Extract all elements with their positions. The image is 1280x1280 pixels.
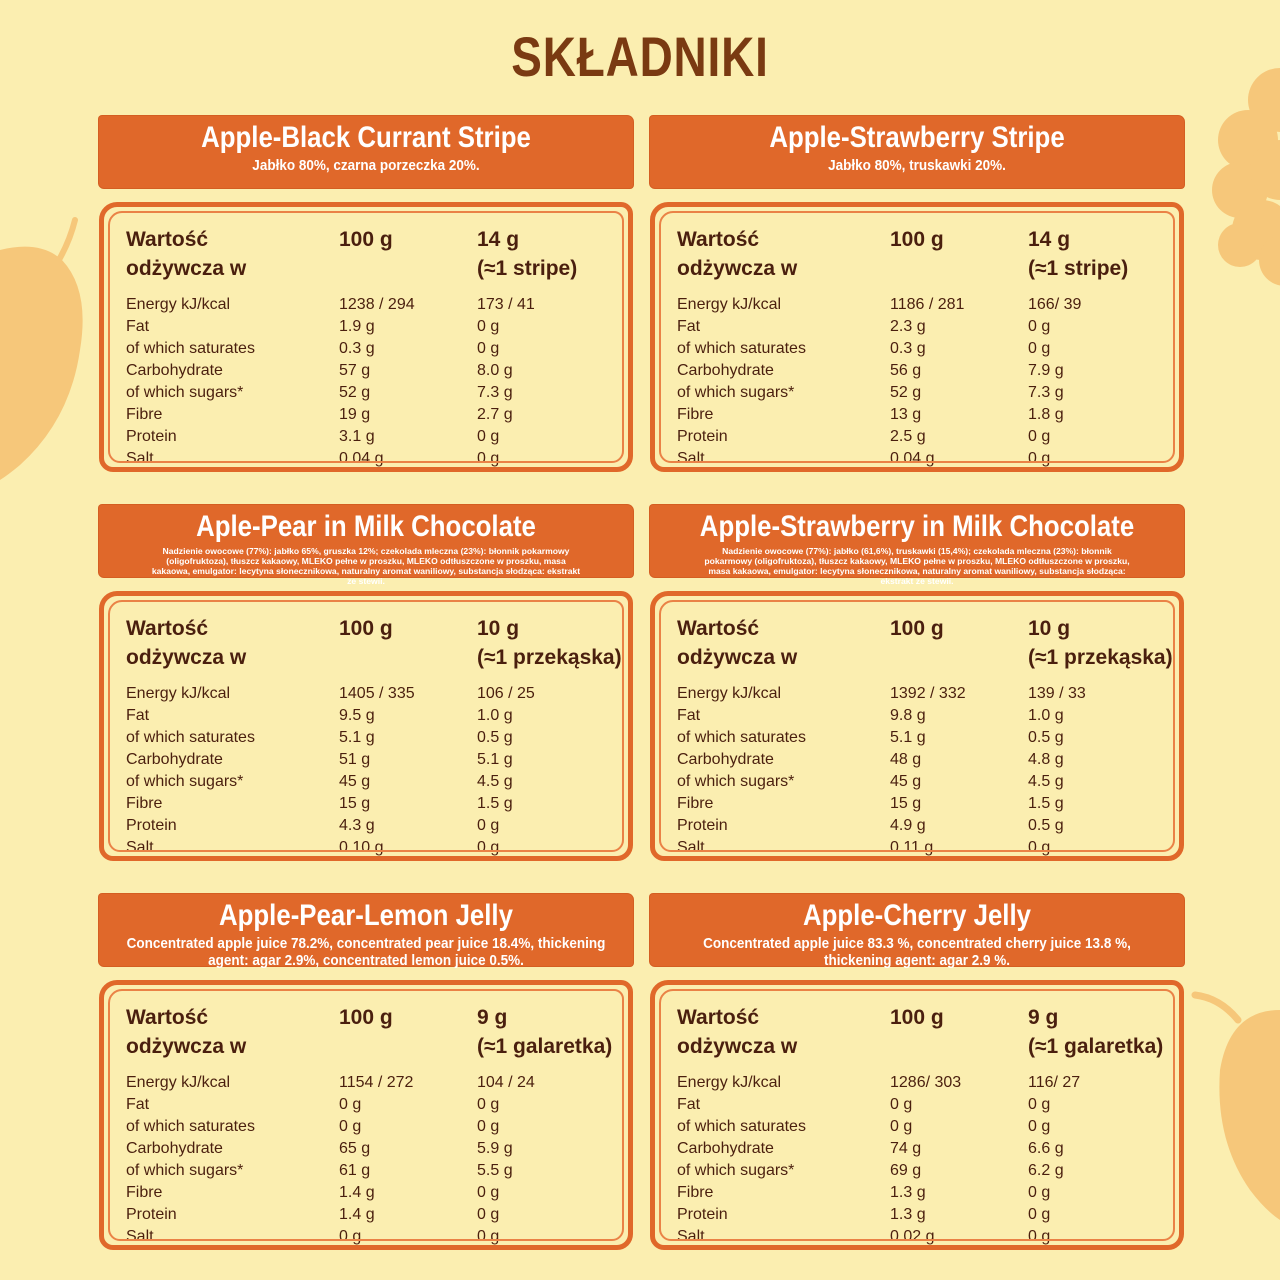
- per-portion-value: 0 g: [1028, 839, 1051, 856]
- per-portion-value: 1.0 g: [1028, 707, 1064, 724]
- per-100g-values: [890, 683, 966, 859]
- nutrient-labels: [126, 1072, 255, 1248]
- nutrient-label: Fat: [126, 707, 150, 724]
- per-100g-value: 52 g: [339, 384, 371, 401]
- per-portion-value: 4.8 g: [1028, 751, 1064, 768]
- per-100g-value: 45 g: [890, 773, 922, 790]
- per-100g-header: [890, 1003, 944, 1032]
- product-card: [650, 894, 1184, 1250]
- nutrient-label: Carbohydrate: [677, 1140, 774, 1157]
- nutrition-label-header: [126, 614, 246, 672]
- nutrient-label: Energy kJ/kcal: [677, 296, 782, 313]
- per-portion-value: 0 g: [1028, 1118, 1051, 1135]
- portion-description: (≈1 stripe): [477, 257, 578, 280]
- per-portion-value: 0 g: [1028, 1206, 1051, 1223]
- per-100g-value: 5.1 g: [890, 729, 926, 746]
- per-100g-value: 15 g: [339, 795, 371, 812]
- per-portion-value: 116/ 27: [1028, 1074, 1081, 1091]
- per-100g-value: 52 g: [890, 384, 922, 401]
- per-100g-value: 1238 / 294: [339, 296, 415, 313]
- nutrient-label: Salt: [126, 839, 154, 856]
- nutrition-table: [650, 591, 1184, 861]
- per-portion-header: [1028, 225, 1128, 283]
- nutrient-labels: [677, 294, 806, 470]
- nutrient-label: Carbohydrate: [126, 1140, 223, 1157]
- per-100g-value: 0 g: [339, 1118, 362, 1135]
- per-portion-value: 0 g: [477, 1096, 500, 1113]
- portion-description: (≈1 galaretka): [477, 1035, 613, 1058]
- per-100g-header: [890, 225, 944, 254]
- nutrient-label: Fibre: [677, 1184, 714, 1201]
- nutrient-label: Fibre: [126, 1184, 163, 1201]
- nutrient-label: Fat: [126, 1096, 150, 1113]
- nutrient-label: Carbohydrate: [677, 362, 774, 379]
- nutrition-label-header: [677, 225, 797, 283]
- per-100g-value: 15 g: [890, 795, 922, 812]
- per-portion-value: 8.0 g: [477, 362, 513, 379]
- nutrient-label: of which saturates: [677, 340, 806, 357]
- per-portion-values: [477, 1072, 535, 1248]
- nutrient-label: Salt: [677, 450, 705, 467]
- per-portion-value: 0 g: [477, 817, 500, 834]
- nutrient-label: Energy kJ/kcal: [677, 1074, 782, 1091]
- product-ingredients: Concentrated apple juice 83.3 %, concentrated cherry juice 13.8 %, thickening agent: agar 2.9 %.: [703, 935, 1131, 969]
- per-100g-value: 0 g: [890, 1118, 913, 1135]
- product-header: [650, 505, 1184, 586]
- nutrition-table: [99, 591, 633, 861]
- nutrient-label: Energy kJ/kcal: [126, 685, 231, 702]
- nutrient-label: Protein: [677, 1206, 728, 1223]
- per-100g-header: [339, 1003, 393, 1032]
- portion-size: 10 g: [1028, 617, 1071, 640]
- per-portion-value: 0 g: [477, 340, 500, 357]
- per-100g-value: 1.9 g: [339, 318, 375, 335]
- per-portion-value: 0 g: [1028, 450, 1051, 467]
- nutrient-label: Fat: [677, 1096, 701, 1113]
- per-100g-value: 51 g: [339, 751, 371, 768]
- nutrient-label: of which saturates: [677, 729, 806, 746]
- nutrient-label: Fat: [126, 318, 150, 335]
- portion-description: (≈1 galaretka): [1028, 1035, 1164, 1058]
- per-100g-value: 9.5 g: [339, 707, 375, 724]
- nutrient-label: Energy kJ/kcal: [126, 1074, 231, 1091]
- header-label-line2: odżywcza w: [126, 257, 247, 280]
- per-portion-header: [477, 225, 577, 283]
- product-header: [99, 894, 633, 969]
- per-100g-value: 1186 / 281: [890, 296, 965, 313]
- per-portion-value: 0 g: [1028, 1184, 1051, 1201]
- per-100g-values: [339, 683, 415, 859]
- per-portion-value: 1.5 g: [1028, 795, 1064, 812]
- nutrient-label: Fibre: [126, 406, 163, 423]
- per-100g-value: 74 g: [890, 1140, 922, 1157]
- per-portion-header: [477, 614, 622, 672]
- product-name: Aple-Pear in Milk Chocolate: [196, 510, 536, 543]
- nutrient-label: of which sugars*: [677, 384, 795, 401]
- per-portion-value: 106 / 25: [477, 685, 535, 702]
- per-100g-value: 2.5 g: [890, 428, 926, 445]
- nutrient-label: of which saturates: [126, 340, 255, 357]
- per-portion-value: 104 / 24: [477, 1074, 535, 1091]
- nutrition-table: [650, 980, 1184, 1250]
- per-portion-value: 5.1 g: [477, 751, 513, 768]
- per-portion-values: [1028, 1072, 1080, 1248]
- per-portion-header: [1028, 1003, 1163, 1061]
- per-100g-value: 56 g: [890, 362, 922, 379]
- per-portion-value: 7.3 g: [1028, 384, 1064, 401]
- leaf-decoration-bottom-right: [1190, 990, 1280, 1280]
- per-100g-header: [339, 225, 393, 254]
- product-ingredients: Nadzienie owocowe (77%): jabłko 65%, gruszka 12%; czekolada mleczna (23%): błonnik pokarmowy (oligofruktoza), tłuszcz kakaowy, MLEKO pełne w proszku, MLEKO odtłuszczone w proszku, masa kakaowa, emulgator: lecytyna słonecznikowa, naturalny aromat waniliowy, substancja słodząca: ekstrakt ze stewii.: [151, 546, 581, 586]
- per-100g-header-text: 100 g: [339, 617, 393, 640]
- per-portion-value: 5.9 g: [477, 1140, 513, 1157]
- per-100g-value: 0.3 g: [339, 340, 375, 357]
- nutrient-label: of which saturates: [677, 1118, 806, 1135]
- per-100g-values: [339, 294, 415, 470]
- product-ingredients: Nadzienie owocowe (77%): jabłko (61,6%), truskawki (15,4%); czekolada mleczna (23%): błonnik pokarmowy (oligofruktoza), tłuszcz kakaowy, MLEKO pełne w proszku, MLEKO odtłuszczone w proszku, masa kakaowa, emulgator: lecytyna słonecznikowa, naturalny aromat waniliowy, substancja słodząca: ekstrakt ze stewii.: [704, 546, 1130, 586]
- nutrition-label-header: [677, 614, 797, 672]
- per-100g-values: [890, 1072, 961, 1248]
- per-portion-value: 4.5 g: [1028, 773, 1064, 790]
- per-portion-value: 173 / 41: [477, 296, 535, 313]
- per-portion-value: 0 g: [477, 1118, 500, 1135]
- per-portion-values: [477, 294, 535, 470]
- nutrient-label: Fibre: [126, 795, 163, 812]
- product-header: [99, 116, 633, 188]
- per-100g-value: 0.04 g: [890, 450, 935, 467]
- per-portion-values: [477, 683, 535, 859]
- nutrient-label: Salt: [677, 839, 705, 856]
- per-100g-value: 0.11 g: [890, 839, 934, 856]
- header-label-line1: Wartość: [677, 1006, 760, 1029]
- nutrient-label: Fibre: [677, 406, 714, 423]
- portion-size: 14 g: [1028, 228, 1071, 251]
- product-name: Apple-Strawberry in Milk Chocolate: [699, 510, 1135, 543]
- header-label-line2: odżywcza w: [677, 646, 798, 669]
- product-header: [650, 894, 1184, 969]
- per-100g-value: 19 g: [339, 406, 371, 423]
- per-100g-value: 1.4 g: [339, 1206, 375, 1223]
- per-100g-value: 1.3 g: [890, 1184, 926, 1201]
- product-card: [99, 894, 633, 1250]
- per-portion-value: 2.7 g: [477, 406, 513, 423]
- per-portion-value: 7.3 g: [477, 384, 513, 401]
- nutrient-label: Fat: [677, 707, 701, 724]
- per-100g-value: 4.3 g: [339, 817, 375, 834]
- per-100g-value: 1392 / 332: [890, 685, 966, 702]
- header-label-line2: odżywcza w: [126, 1035, 247, 1058]
- nutrition-table: [99, 980, 633, 1250]
- per-100g-value: 1405 / 335: [339, 685, 415, 702]
- per-portion-value: 139 / 33: [1028, 685, 1086, 702]
- per-100g-value: 0.04 g: [339, 450, 384, 467]
- header-label-line2: odżywcza w: [677, 257, 798, 280]
- per-portion-value: 0 g: [1028, 428, 1051, 445]
- per-100g-values: [339, 1072, 413, 1248]
- per-100g-value: 45 g: [339, 773, 371, 790]
- per-100g-header-text: 100 g: [890, 1006, 944, 1029]
- per-100g-header: [890, 614, 944, 643]
- per-portion-value: 6.6 g: [1028, 1140, 1064, 1157]
- nutrient-label: Salt: [126, 450, 154, 467]
- per-100g-value: 0 g: [339, 1096, 362, 1113]
- per-100g-value: 9.8 g: [890, 707, 926, 724]
- per-portion-value: 0 g: [477, 1184, 500, 1201]
- product-name: Apple-Pear-Lemon Jelly: [219, 899, 513, 932]
- header-label-line1: Wartość: [677, 617, 760, 640]
- per-100g-value: 0.02 g: [890, 1228, 935, 1245]
- per-portion-value: 166/ 39: [1028, 296, 1082, 313]
- product-ingredients: Jabłko 80%, truskawki 20%.: [828, 157, 1006, 174]
- nutrient-labels: [126, 294, 255, 470]
- per-100g-value: 1.3 g: [890, 1206, 926, 1223]
- per-portion-value: 0.5 g: [1028, 817, 1064, 834]
- nutrient-label: of which sugars*: [126, 384, 244, 401]
- per-portion-value: 0 g: [477, 450, 500, 467]
- per-portion-value: 1.5 g: [477, 795, 513, 812]
- nutrient-label: of which sugars*: [677, 773, 795, 790]
- product-header: [650, 116, 1184, 188]
- per-100g-value: 1286/ 303: [890, 1074, 962, 1091]
- nutrition-label-header: [126, 1003, 246, 1061]
- per-portion-value: 0 g: [477, 1228, 500, 1245]
- header-label-line2: odżywcza w: [126, 646, 247, 669]
- per-portion-value: 0 g: [1028, 340, 1051, 357]
- per-100g-value: 61 g: [339, 1162, 371, 1179]
- per-portion-value: 4.5 g: [477, 773, 513, 790]
- per-100g-header-text: 100 g: [339, 228, 393, 251]
- per-100g-value: 0 g: [339, 1228, 362, 1245]
- per-100g-value: 1.4 g: [339, 1184, 375, 1201]
- per-portion-value: 0 g: [1028, 318, 1051, 335]
- product-ingredients: Concentrated apple juice 78.2%, concentrated pear juice 18.4%, thickening agent: agar 2.9%, concentrated lemon juice 0.5%.: [126, 935, 606, 969]
- header-label-line1: Wartość: [126, 1006, 209, 1029]
- per-portion-value: 1.0 g: [477, 707, 513, 724]
- nutrient-label: Fibre: [677, 795, 714, 812]
- nutrient-label: Protein: [126, 817, 177, 834]
- nutrition-label-header: [126, 225, 246, 283]
- per-100g-values: [890, 294, 964, 470]
- product-ingredients: Jabłko 80%, czarna porzeczka 20%.: [252, 157, 480, 174]
- per-portion-value: 0.5 g: [1028, 729, 1064, 746]
- nutrient-label: Energy kJ/kcal: [677, 685, 782, 702]
- per-100g-value: 57 g: [339, 362, 371, 379]
- per-portion-values: [1028, 683, 1086, 859]
- nutrient-label: Protein: [677, 428, 728, 445]
- per-100g-header: [339, 614, 393, 643]
- per-portion-value: 5.5 g: [477, 1162, 513, 1179]
- nutrient-labels: [677, 683, 806, 859]
- per-portion-value: 7.9 g: [1028, 362, 1064, 379]
- grape-decoration-right: [1200, 60, 1280, 300]
- nutrition-label-header: [677, 1003, 797, 1061]
- per-portion-value: 0 g: [477, 318, 500, 335]
- per-portion-value: 0 g: [477, 1206, 500, 1223]
- portion-description: (≈1 przekąska): [477, 646, 622, 669]
- product-name: Apple-Cherry Jelly: [803, 899, 1031, 932]
- nutrient-label: Carbohydrate: [126, 362, 223, 379]
- per-100g-value: 3.1 g: [339, 428, 375, 445]
- product-header: [99, 505, 633, 586]
- per-100g-value: 65 g: [339, 1140, 371, 1157]
- portion-size: 10 g: [477, 617, 520, 640]
- nutrient-label: Energy kJ/kcal: [126, 296, 231, 313]
- nutrient-label: of which sugars*: [126, 1162, 244, 1179]
- nutrient-label: Protein: [126, 428, 177, 445]
- per-portion-values: [1028, 294, 1081, 470]
- nutrient-labels: [677, 1072, 806, 1248]
- product-name: Apple-Black Currant Stripe: [201, 121, 531, 154]
- nutrient-label: of which sugars*: [677, 1162, 795, 1179]
- portion-description: (≈1 stripe): [1028, 257, 1129, 280]
- per-100g-value: 13 g: [890, 406, 922, 423]
- portion-description: (≈1 przekąska): [1028, 646, 1173, 669]
- per-100g-value: 4.9 g: [890, 817, 926, 834]
- header-label-line1: Wartość: [677, 228, 760, 251]
- portion-size: 14 g: [477, 228, 520, 251]
- header-label-line2: odżywcza w: [677, 1035, 798, 1058]
- nutrition-table: [650, 202, 1184, 472]
- per-100g-value: 1154 / 272: [339, 1074, 414, 1091]
- header-label-line1: Wartość: [126, 617, 209, 640]
- product-card: [650, 116, 1184, 472]
- per-100g-header-text: 100 g: [890, 228, 944, 251]
- per-100g-value: 69 g: [890, 1162, 922, 1179]
- nutrient-label: Protein: [126, 1206, 177, 1223]
- nutrient-label: Salt: [126, 1228, 154, 1245]
- nutrient-label: of which saturates: [126, 729, 255, 746]
- per-portion-value: 0 g: [1028, 1096, 1051, 1113]
- per-portion-value: 0 g: [477, 839, 500, 856]
- product-card: [99, 116, 633, 472]
- per-100g-value: 0.3 g: [890, 340, 926, 357]
- nutrient-label: of which saturates: [126, 1118, 255, 1135]
- nutrition-table: [99, 202, 633, 472]
- per-portion-value: 0 g: [477, 428, 500, 445]
- per-portion-value: 0.5 g: [477, 729, 513, 746]
- per-100g-header-text: 100 g: [890, 617, 944, 640]
- nutrient-label: Fat: [677, 318, 701, 335]
- nutrient-label: of which sugars*: [126, 773, 244, 790]
- product-card: [650, 505, 1184, 861]
- per-portion-value: 1.8 g: [1028, 406, 1064, 423]
- product-name: Apple-Strawberry Stripe: [769, 121, 1065, 154]
- nutrient-label: Salt: [677, 1228, 705, 1245]
- per-portion-header: [1028, 614, 1173, 672]
- pear-decoration-left: [0, 200, 110, 490]
- per-100g-header-text: 100 g: [339, 1006, 393, 1029]
- nutrient-label: Carbohydrate: [126, 751, 223, 768]
- nutrient-labels: [126, 683, 255, 859]
- page-title: SKŁADNIKI: [511, 25, 769, 88]
- per-100g-value: 0 g: [890, 1096, 913, 1113]
- per-100g-value: 2.3 g: [890, 318, 926, 335]
- per-100g-value: 48 g: [890, 751, 922, 768]
- per-100g-value: 5.1 g: [339, 729, 375, 746]
- product-card: [99, 505, 633, 861]
- nutrient-label: Protein: [677, 817, 728, 834]
- per-100g-value: 0.10 g: [339, 839, 384, 856]
- per-portion-header: [477, 1003, 612, 1061]
- portion-size: 9 g: [477, 1006, 508, 1029]
- header-label-line1: Wartość: [126, 228, 209, 251]
- per-portion-value: 6.2 g: [1028, 1162, 1064, 1179]
- portion-size: 9 g: [1028, 1006, 1059, 1029]
- nutrient-label: Carbohydrate: [677, 751, 774, 768]
- per-portion-value: 0 g: [1028, 1228, 1051, 1245]
